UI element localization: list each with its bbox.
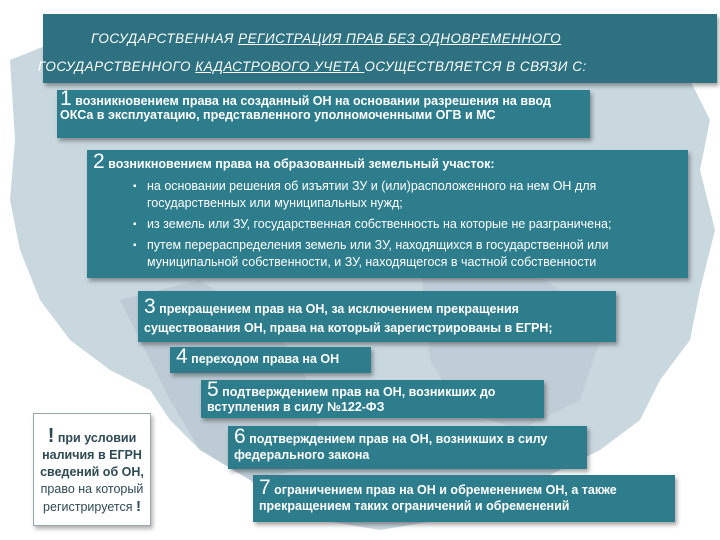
item-4: 4 переходом права на ОН	[170, 347, 371, 373]
exclamation-end-mark: !	[135, 498, 141, 515]
bullet-2: ▪ из земель или ЗУ, государственная собственность на которые не разграничена;	[133, 216, 680, 233]
bullet-1: ▪ на основании решения об изъятии ЗУ и (или)расположенного на нем ОН для государственных или муниципальных нужд;	[133, 178, 680, 212]
item-2: 2 возникновением права на образованный земельный участок: ▪ на основании решения об изъятии ЗУ и (или)расположенного на нем ОН для государственных или муниципальных нужд; ▪ из земель или ЗУ, государственная собственность на которые не разграничена; ▪ путем перераспределения земель или ЗУ, находящихся в государственной или муниципальной собственности, и ЗУ, находящегося в частной собственности	[87, 150, 688, 278]
bullet-3: ▪ путем перераспределения земель или ЗУ, находящихся в государственной или муниципальной собственности, и ЗУ, находящегося в частной собственности	[133, 237, 680, 271]
item-5: 5 подтверждением прав на ОН, возникших до вступления в силу №122-ФЗ	[201, 380, 544, 418]
exclamation-mark: !	[47, 425, 55, 447]
title-line-2: ГОСУДАРСТВЕННОГО КАДАСТРОВОГО УЧЕТА ОСУЩЕСТВЛЯЕТСЯ В СВЯЗИ С:	[38, 59, 587, 74]
condition-note	[33, 413, 151, 526]
title-line-1: ГОСУДАРСТВЕННАЯ РЕГИСТРАЦИЯ ПРАВ БЕЗ ОДНОВРЕМЕННОГО	[91, 31, 562, 46]
note-text: право на который регистрируется	[40, 482, 144, 514]
title-banner	[38, 14, 717, 83]
item-3: 3 прекращением прав на ОН, за исключением прекращения существования ОН, права на который зарегистрированы в ЕГРН;	[138, 291, 616, 342]
item-7: 7 ограничением прав на ОН и обременением ОН, а также прекращением таких ограничений и обременений	[253, 475, 675, 522]
note-bold-text: при условии наличия в ЕГРН сведений об ОН,	[40, 431, 144, 479]
item-1: 1 возникновением права на созданный ОН на основании разрешения на ввод ОКСа в эксплуатацию, представленного уполномоченными ОГВ и МС	[57, 90, 590, 138]
item-6: 6 подтверждением прав на ОН, возникших в силу федерального закона	[228, 426, 587, 469]
